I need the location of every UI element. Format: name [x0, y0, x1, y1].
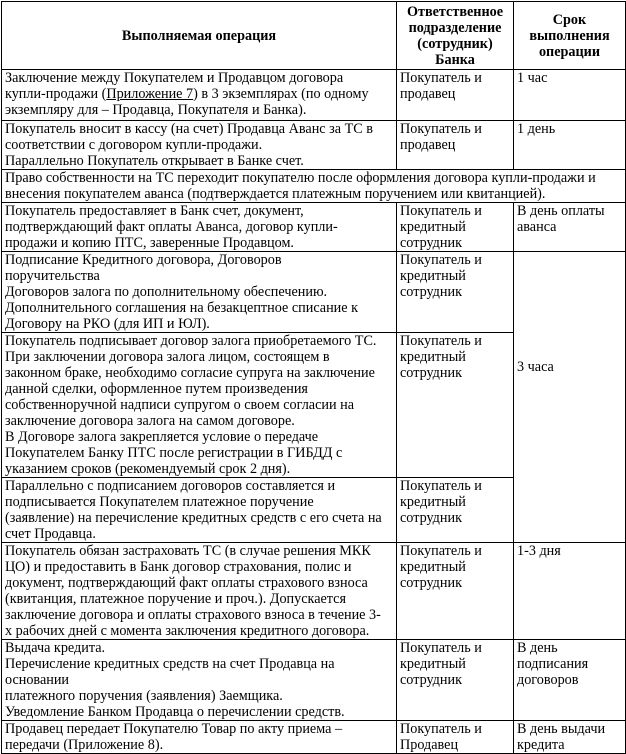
responsible-cell: Покупатель и Продавец: [397, 721, 514, 754]
responsible-cell: Покупатель и кредитный сотрудник: [397, 640, 514, 721]
appendix-8-link[interactable]: Приложение 8: [68, 737, 155, 753]
term-cell: 1 день: [514, 121, 626, 170]
appendix-7-link[interactable]: Приложение 7: [106, 86, 194, 102]
table-row: [2, 203, 626, 252]
header-responsible: Ответственное подразделение (сотрудник) Банка: [397, 2, 514, 70]
header-operation: Выполняемая операция: [2, 2, 397, 70]
table-row: [2, 170, 626, 203]
term-cell: В день оплаты аванса: [514, 203, 626, 252]
responsible-cell: Покупатель и продавец: [397, 70, 514, 121]
operation-cell: Подписание Кредитного договора, Договоров поручительства Договоров залога по дополнительному обеспечению. Дополнительного соглашения на безакцептное списание к Договору на РКО (для ИП и ЮЛ).: [2, 252, 397, 333]
term-cell: 1 час: [514, 70, 626, 121]
table-row: [2, 70, 626, 121]
operation-cell: Покупатель предоставляет в Банк счет, документ, подтверждающий факт оплаты Аванса, договор купли- продажи и копию ПТС, заверенные Продавцом.: [2, 203, 397, 252]
table-row: [2, 121, 626, 170]
table-row: [2, 543, 626, 640]
operation-cell: Покупатель подписывает договор залога приобретаемого ТС. При заключении договора залога лицом, состоящем в законном браке, необходимо согласие супруга на заключение данной сделки, оформленное путем произведения собственноручной надписи супругом о своем согласии на заключение договора залога на самом договоре. В Договоре залога закрепляется условие о передаче Покупателем Банку ПТС после регистрации в ГИБДД с указанием сроков (рекомендуемый срок 2 дня).: [2, 333, 397, 478]
table-row: [2, 252, 626, 333]
term-cell: 1-3 дня: [514, 543, 626, 640]
responsible-cell: Покупатель и кредитный сотрудник: [397, 333, 514, 478]
ownership-note-cell: Право собственности на ТС переходит покупателю после оформления договора купли-продажи и внесения покупателем аванса (подтверждается платежным поручением или квитанцией).: [2, 170, 626, 203]
responsible-cell: Покупатель и кредитный сотрудник: [397, 478, 514, 543]
term-cell: В день выдачи кредита: [514, 721, 626, 754]
responsible-cell: Покупатель и продавец: [397, 121, 514, 170]
operations-table: [1, 1, 626, 754]
operation-cell: Покупатель обязан застраховать ТС (в случае решения МКК ЦО) и предоставить в Банк договор страхования, полис и документ, подтверждающий факт оплаты страхового взноса (квитанция, платежное поручение и проч.). Допускается заключение договора и оплаты страхового взноса в течение 3- х рабочих дней с момента заключения кредитного договора.: [2, 543, 397, 640]
table-row: [2, 721, 626, 754]
operation-cell: Выдача кредита. Перечисление кредитных средств на счет Продавца на основании платежного поручения (заявления) Заемщика. Уведомление Банком Продавца о перечислении средств.: [2, 640, 397, 721]
operation-cell: Заключение между Покупателем и Продавцом договора купли-продажи (Приложение 7) в 3 экземплярах (по одному экземпляру для – Продавца, Покупателя и Банка).: [2, 70, 397, 121]
operation-cell: Покупатель вносит в кассу (на счет) Продавца Аванс за ТС в соответствии с договором купли-продажи. Параллельно Покупатель открывает в Банке счет.: [2, 121, 397, 170]
operation-cell: Параллельно с подписанием договоров составляется и подписывается Покупателем платежное поручение (заявление) на перечисление кредитных средств с его счета на счет Продавца.: [2, 478, 397, 543]
term-cell: В день подписания договоров: [514, 640, 626, 721]
table-row: [2, 640, 626, 721]
responsible-cell: Покупатель и кредитный сотрудник: [397, 203, 514, 252]
term-cell: 3 часа: [514, 252, 626, 543]
table-header-row: [2, 2, 626, 70]
operation-cell: Продавец передает Покупателю Товар по акту приема – передачи (Приложение 8).: [2, 721, 397, 754]
responsible-cell: Покупатель и кредитный сотрудник: [397, 252, 514, 333]
header-deadline: Срок выполнения операции: [514, 2, 626, 70]
responsible-cell: Покупатель и кредитный сотрудник: [397, 543, 514, 640]
